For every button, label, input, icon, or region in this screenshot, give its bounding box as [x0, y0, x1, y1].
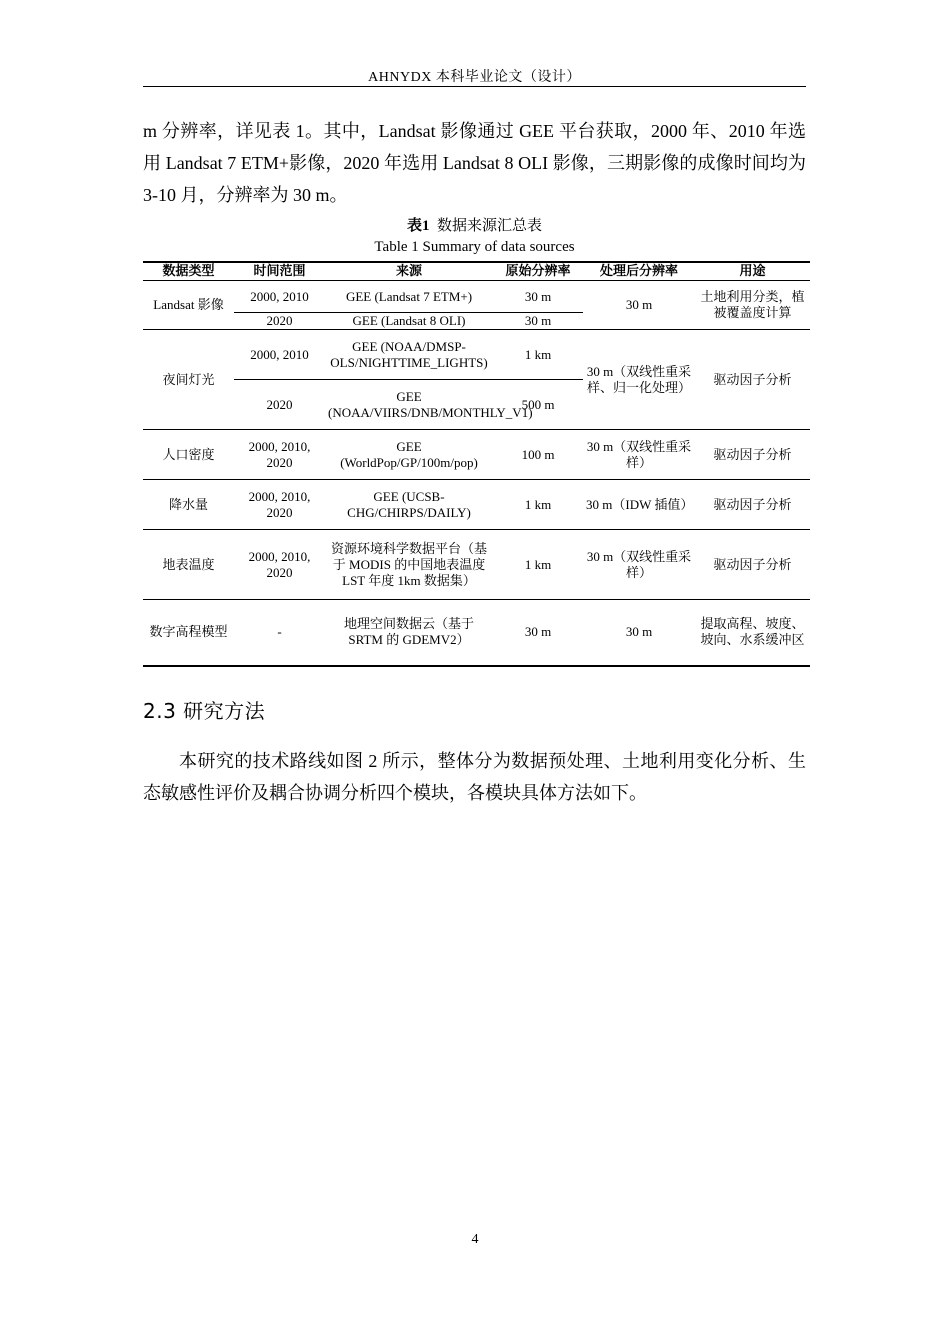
cell-source: 地理空间数据云（基于 SRTM 的 GDEMV2） [325, 600, 493, 666]
data-sources-table [143, 261, 810, 667]
cell-type: 数字高程模型 [143, 600, 234, 666]
header-cell: 来源 [325, 262, 493, 281]
cell-time: - [234, 600, 325, 666]
cell-source: 资源环境科学数据平台（基于 MODIS 的中国地表温度 LST 年度 1km 数据集） [325, 530, 493, 600]
cell-res: 30 m [493, 600, 583, 666]
table-caption-title: 数据来源汇总表 [437, 218, 543, 234]
cell-type: Landsat 影像 [143, 281, 234, 330]
cell-type: 地表温度 [143, 530, 234, 600]
cell-time: 2020 [234, 380, 325, 430]
table-row [143, 430, 810, 480]
table-row [143, 281, 810, 313]
cell-type: 降水量 [143, 480, 234, 530]
table-caption-label: 表1 [406, 218, 430, 234]
cell-type: 夜间灯光 [143, 330, 234, 430]
cell-res: 100 m [493, 430, 583, 480]
cell-time: 2000, 2010, 2020 [234, 530, 325, 600]
header-rule [143, 86, 806, 87]
header-cell: 处理后分辨率 [583, 262, 695, 281]
cell-time: 2000, 2010, 2020 [234, 430, 325, 480]
cell-processed: 30 m [583, 281, 695, 330]
cell-processed: 30 m（双线性重采样、归一化处理） [583, 330, 695, 430]
table-caption-cn [143, 214, 806, 235]
cell-processed: 30 m（双线性重采样） [583, 530, 695, 600]
running-header: AHNYDX 本科毕业论文（设计） [368, 70, 581, 85]
cell-use: 驱动因子分析 [695, 480, 810, 530]
table-row [143, 480, 810, 530]
cell-source: GEE (UCSB-CHG/CHIRPS/DAILY) [325, 480, 493, 530]
section-heading: 2.3 研究方法 [143, 699, 266, 723]
cell-source: GEE (NOAA/VIIRS/DNB/MONTHLY_V1) [325, 380, 493, 430]
cell-res: 1 km [493, 530, 583, 600]
cell-time: 2000, 2010, 2020 [234, 480, 325, 530]
cell-time: 2000, 2010 [234, 281, 325, 313]
header-cell: 原始分辨率 [493, 262, 583, 281]
header-cell: 数据类型 [143, 262, 234, 281]
cell-time: 2000, 2010 [234, 330, 325, 380]
method-paragraph: 本研究的技术路线如图 2 所示，整体分为数据预处理、土地利用变化分析、生态敏感性评价及耦合协调分析四个模块，各模块具体方法如下。 [143, 751, 806, 803]
header-cell: 用途 [695, 262, 810, 281]
cell-type: 人口密度 [143, 430, 234, 480]
cell-processed: 30 m（双线性重采样） [583, 430, 695, 480]
cell-use: 驱动因子分析 [695, 430, 810, 480]
table-row [143, 330, 810, 380]
cell-res: 1 km [493, 330, 583, 380]
intro-paragraph: m 分辨率，详见表 1。其中，Landsat 影像通过 GEE 平台获取，2000 年、2010 年选用 Landsat 7 ETM+影像，2020 年选用 Landsat 8 OLI 影像，三期影像的成像时间均为 3-10 月，分辨率为 30 m。 [143, 121, 806, 205]
cell-source: GEE (NOAA/DMSP-OLS/NIGHTTIME_LIGHTS) [325, 330, 493, 380]
cell-processed: 30 m [583, 600, 695, 666]
header-cell: 时间范围 [234, 262, 325, 281]
cell-source: GEE (WorldPop/GP/100m/pop) [325, 430, 493, 480]
cell-res: 500 m [493, 380, 583, 430]
table-header-row [143, 262, 810, 281]
cell-res: 30 m [493, 313, 583, 330]
cell-use: 提取高程、坡度、坡向、水系缓冲区 [695, 600, 810, 666]
cell-use: 土地利用分类，植被覆盖度计算 [695, 281, 810, 330]
cell-source: GEE (Landsat 7 ETM+) [325, 281, 493, 313]
page-number: 4 [471, 1232, 479, 1247]
cell-res: 1 km [493, 480, 583, 530]
cell-use: 驱动因子分析 [695, 530, 810, 600]
cell-source: GEE (Landsat 8 OLI) [325, 313, 493, 330]
table-row [143, 530, 810, 600]
table-row [143, 600, 810, 666]
cell-time: 2020 [234, 313, 325, 330]
cell-res: 30 m [493, 281, 583, 313]
table-caption-en: Table 1 Summary of data sources [374, 239, 575, 255]
cell-processed: 30 m（IDW 插值） [583, 480, 695, 530]
cell-use: 驱动因子分析 [695, 330, 810, 430]
